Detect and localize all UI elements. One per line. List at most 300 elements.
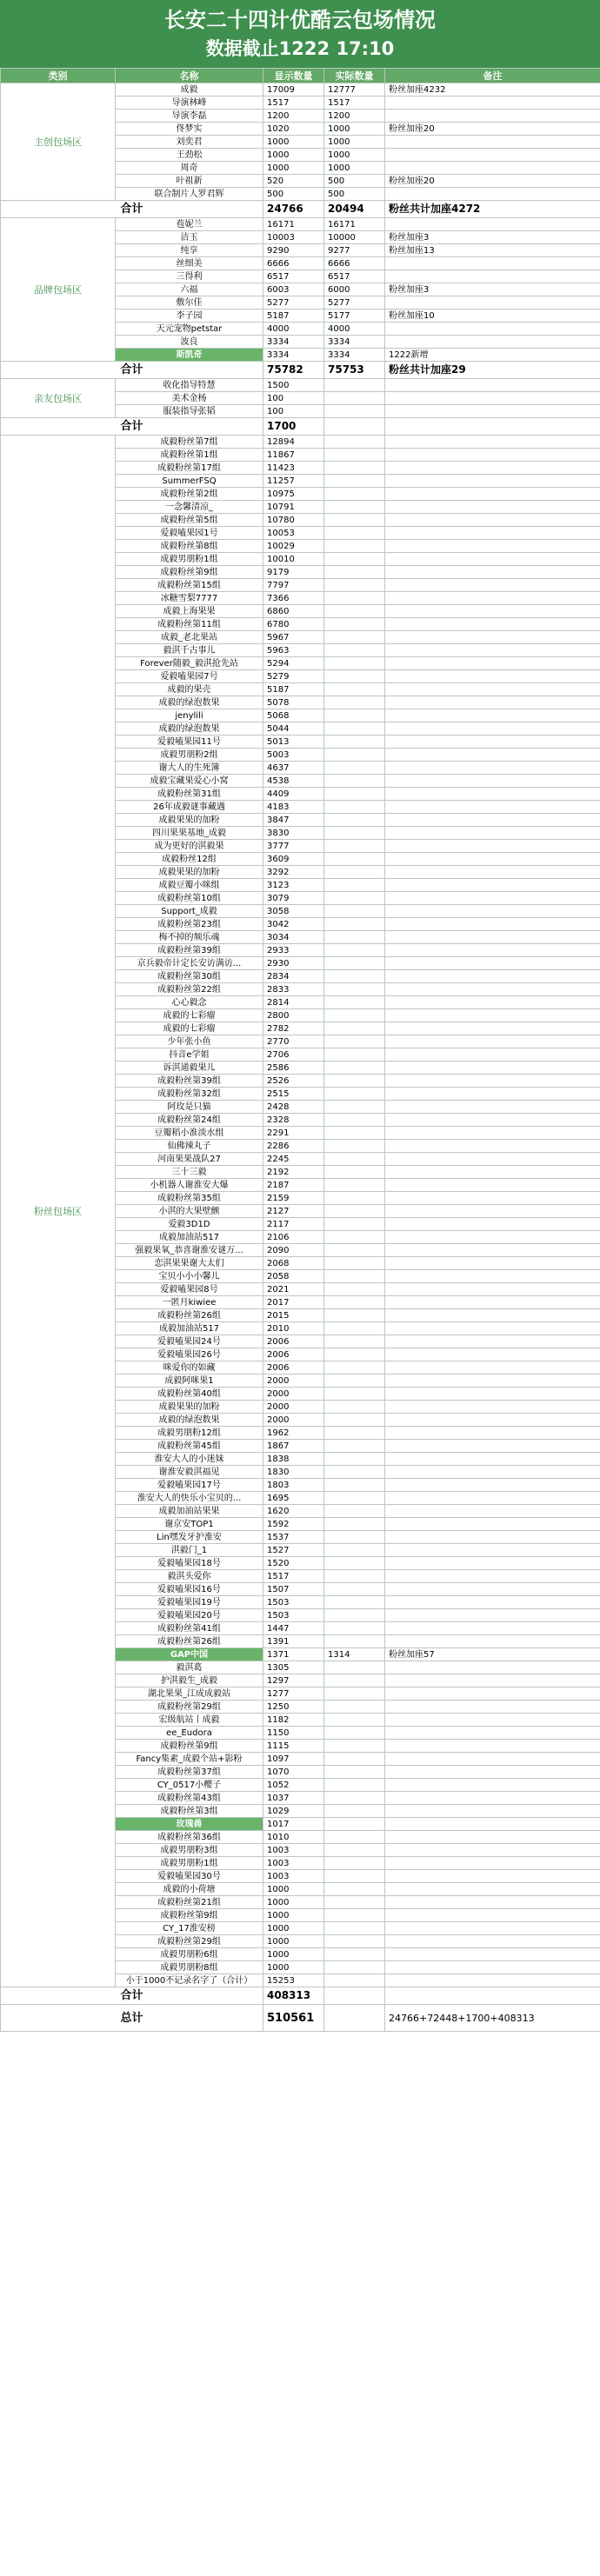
note-cell	[385, 1740, 600, 1753]
note-cell	[385, 631, 600, 644]
subtotal-note: 粉丝共计加座4272	[385, 201, 600, 218]
name-cell: Lin嘿发牙护淮安	[116, 1531, 263, 1544]
actual-count-cell	[324, 644, 385, 657]
shown-count-cell: 17009	[263, 83, 324, 97]
note-cell	[385, 1805, 600, 1818]
name-cell: 爱毅嗑果园16号	[116, 1583, 263, 1596]
shown-count-cell: 2291	[263, 1127, 324, 1140]
actual-count-cell	[324, 722, 385, 736]
note-cell	[385, 1244, 600, 1257]
note-cell	[385, 1661, 600, 1674]
actual-count-cell: 5277	[324, 296, 385, 310]
note-cell	[385, 957, 600, 970]
shown-count-cell: 2833	[263, 983, 324, 996]
actual-count-cell	[324, 566, 385, 579]
note-cell	[385, 136, 600, 149]
shown-count-cell: 2117	[263, 1218, 324, 1231]
shown-count-cell: 1830	[263, 1466, 324, 1479]
name-cell: 诉淇通毅果儿	[116, 1062, 263, 1075]
shown-count-cell: 2015	[263, 1309, 324, 1322]
name-cell: 豆瓣稻小淮淡水组	[116, 1127, 263, 1140]
shown-count-cell: 1250	[263, 1701, 324, 1714]
name-cell: 淮安大人的小迷妹	[116, 1453, 263, 1466]
name-cell: 成毅粉丝第32组	[116, 1088, 263, 1101]
note-cell	[385, 1401, 600, 1414]
name-cell: 成毅粉丝第36组	[116, 1831, 263, 1844]
shown-count-cell: 7797	[263, 579, 324, 592]
note-cell	[385, 392, 600, 405]
name-cell: 成毅粉丝第45组	[116, 1440, 263, 1453]
actual-count-cell	[324, 1635, 385, 1648]
actual-count-cell	[324, 1322, 385, 1335]
note-cell	[385, 1818, 600, 1831]
actual-count-cell	[324, 540, 385, 553]
actual-count-cell	[324, 918, 385, 931]
subtotal-actual	[324, 418, 385, 436]
note-cell	[385, 1166, 600, 1179]
note-cell	[385, 436, 600, 449]
shown-count-cell: 7366	[263, 592, 324, 605]
actual-count-cell	[324, 788, 385, 801]
shown-count-cell: 1000	[263, 1922, 324, 1935]
shown-count-cell: 10975	[263, 488, 324, 501]
name-cell: Fancy集素_成毅个站+影粉	[116, 1753, 263, 1766]
note-cell	[385, 788, 600, 801]
name-cell: 成毅粉丝第39组	[116, 944, 263, 957]
actual-count-cell	[324, 1270, 385, 1283]
note-cell	[385, 736, 600, 749]
actual-count-cell	[324, 1766, 385, 1779]
note-cell	[385, 1427, 600, 1440]
note-cell	[385, 775, 600, 788]
name-cell: 成毅加油站517	[116, 1231, 263, 1244]
actual-count-cell	[324, 1844, 385, 1857]
actual-count-cell	[324, 1805, 385, 1818]
actual-count-cell	[324, 1935, 385, 1948]
shown-count-cell: 1037	[263, 1792, 324, 1805]
actual-count-cell	[324, 696, 385, 709]
name-cell: 成毅的绿泡数果	[116, 696, 263, 709]
name-cell: 四川果果基地_成毅	[116, 827, 263, 840]
name-cell: SummerFSQ	[116, 475, 263, 488]
column-header-actual: 实际数量	[324, 69, 385, 83]
note-cell	[385, 814, 600, 827]
note-cell	[385, 1557, 600, 1570]
subtotal-shown: 75782	[263, 362, 324, 379]
actual-count-cell	[324, 983, 385, 996]
shown-count-cell: 1003	[263, 1844, 324, 1857]
shown-count-cell: 3292	[263, 866, 324, 879]
actual-count-cell	[324, 1479, 385, 1492]
shown-count-cell: 2006	[263, 1335, 324, 1348]
shown-count-cell: 1000	[263, 1948, 324, 1961]
name-cell: 成毅_老北果站	[116, 631, 263, 644]
note-cell	[385, 1388, 600, 1401]
shown-count-cell: 2000	[263, 1401, 324, 1414]
note-cell	[385, 1570, 600, 1583]
name-cell: 成毅粉丝第8组	[116, 540, 263, 553]
note-cell	[385, 918, 600, 931]
table-body	[1, 83, 600, 2032]
note-cell	[385, 1140, 600, 1153]
shown-count-cell: 1000	[263, 136, 324, 149]
name-cell: 斯凯奇	[116, 349, 263, 362]
name-cell: 成毅男朋粉1组	[116, 553, 263, 566]
name-cell: 成毅的绿泡数果	[116, 722, 263, 736]
name-cell: 成毅果果的加粉	[116, 814, 263, 827]
shown-count-cell: 6860	[263, 605, 324, 618]
note-cell	[385, 1062, 600, 1075]
name-cell: 成毅粉丝第26组	[116, 1309, 263, 1322]
name-cell: 成毅粉丝第9组	[116, 1909, 263, 1922]
note-cell	[385, 1870, 600, 1883]
shown-count-cell: 2000	[263, 1388, 324, 1401]
shown-count-cell: 1000	[263, 1961, 324, 1974]
note-cell	[385, 853, 600, 866]
name-cell: 成毅粉丝第26组	[116, 1635, 263, 1648]
name-cell: GAP中国	[116, 1648, 263, 1661]
shown-count-cell: 1962	[263, 1427, 324, 1440]
note-cell	[385, 879, 600, 892]
category-cell: 亲友包场区	[1, 379, 116, 418]
note-cell	[385, 1492, 600, 1505]
name-cell: 成毅粉丝第31组	[116, 788, 263, 801]
actual-count-cell	[324, 1035, 385, 1048]
actual-count-cell	[324, 1048, 385, 1062]
name-cell: 成毅阿咪果1	[116, 1375, 263, 1388]
name-cell: 谢淮安毅淇福见	[116, 1466, 263, 1479]
shown-count-cell: 2068	[263, 1257, 324, 1270]
shown-count-cell: 1695	[263, 1492, 324, 1505]
actual-count-cell	[324, 462, 385, 475]
name-cell: 少年张小鱼	[116, 1035, 263, 1048]
actual-count-cell: 1200	[324, 110, 385, 123]
shown-count-cell: 2782	[263, 1022, 324, 1035]
note-cell	[385, 1961, 600, 1974]
name-cell: 小机器人谢淮安大爆	[116, 1179, 263, 1192]
actual-count-cell	[324, 605, 385, 618]
shown-count-cell: 100	[263, 405, 324, 418]
note-cell	[385, 1375, 600, 1388]
note-cell	[385, 379, 600, 392]
note-cell	[385, 1792, 600, 1805]
name-cell: 成毅男朋粉8组	[116, 1961, 263, 1974]
actual-count-cell	[324, 931, 385, 944]
name-cell: 心心毅念	[116, 996, 263, 1009]
note-cell	[385, 1466, 600, 1479]
shown-count-cell: 5294	[263, 657, 324, 670]
name-cell: 小淇的大果壁颤	[116, 1205, 263, 1218]
note-cell	[385, 1622, 600, 1635]
name-cell: 护淇毅生_成毅	[116, 1674, 263, 1687]
note-cell	[385, 840, 600, 853]
table-row	[1, 379, 600, 392]
shown-count-cell: 1507	[263, 1583, 324, 1596]
note-cell	[385, 1922, 600, 1935]
column-header-row	[1, 69, 600, 83]
column-header-category: 类别	[1, 69, 116, 83]
actual-count-cell	[324, 1192, 385, 1205]
name-cell: 成毅粉丝第29组	[116, 1935, 263, 1948]
actual-count-cell	[324, 1961, 385, 1974]
shown-count-cell: 1447	[263, 1622, 324, 1635]
note-cell	[385, 1909, 600, 1922]
name-cell: 成毅宝藏果爱心小窝	[116, 775, 263, 788]
actual-count-cell	[324, 670, 385, 683]
actual-count-cell	[324, 392, 385, 405]
shown-count-cell: 4000	[263, 323, 324, 336]
name-cell: 成毅粉丝第9组	[116, 566, 263, 579]
name-cell: 成毅粉丝第39组	[116, 1075, 263, 1088]
actual-count-cell	[324, 1505, 385, 1518]
actual-count-cell: 6666	[324, 257, 385, 270]
actual-count-cell	[324, 814, 385, 827]
actual-count-cell	[324, 1909, 385, 1922]
note-cell	[385, 801, 600, 814]
actual-count-cell	[324, 1727, 385, 1740]
shown-count-cell: 1017	[263, 1818, 324, 1831]
actual-count-cell	[324, 1257, 385, 1270]
shown-count-cell: 2428	[263, 1101, 324, 1114]
actual-count-cell	[324, 1101, 385, 1114]
shown-count-cell: 2770	[263, 1035, 324, 1048]
note-cell: 粉丝加座20	[385, 123, 600, 136]
actual-count-cell	[324, 866, 385, 879]
shown-count-cell: 2090	[263, 1244, 324, 1257]
name-cell: 成毅加油站果果	[116, 1505, 263, 1518]
name-cell: 成毅粉丝第35组	[116, 1192, 263, 1205]
note-cell	[385, 931, 600, 944]
shown-count-cell: 2706	[263, 1048, 324, 1062]
name-cell: 三得利	[116, 270, 263, 283]
name-cell: 成毅粉丝第1组	[116, 449, 263, 462]
name-cell: 成毅粉丝第5组	[116, 514, 263, 527]
name-cell: 成毅粉丝第3组	[116, 1805, 263, 1818]
shown-count-cell: 1391	[263, 1635, 324, 1648]
shown-count-cell: 2526	[263, 1075, 324, 1088]
name-cell: 26年成毅谜事藏遇	[116, 801, 263, 814]
shown-count-cell: 11257	[263, 475, 324, 488]
subtotal-shown: 24766	[263, 201, 324, 218]
shown-count-cell: 1070	[263, 1766, 324, 1779]
shown-count-cell: 2000	[263, 1414, 324, 1427]
name-cell: 梅不掉的频乐魂	[116, 931, 263, 944]
note-cell	[385, 188, 600, 201]
name-cell: 刘奕君	[116, 136, 263, 149]
note-cell	[385, 566, 600, 579]
shown-count-cell: 1000	[263, 162, 324, 175]
name-cell: 冰糖雪梨7777	[116, 592, 263, 605]
note-cell	[385, 110, 600, 123]
name-cell: 王劲松	[116, 149, 263, 162]
actual-count-cell	[324, 618, 385, 631]
shown-count-cell: 1182	[263, 1714, 324, 1727]
shown-count-cell: 2286	[263, 1140, 324, 1153]
note-cell	[385, 683, 600, 696]
name-cell: 六福	[116, 283, 263, 296]
actual-count-cell	[324, 1583, 385, 1596]
shown-count-cell: 1520	[263, 1557, 324, 1570]
note-cell	[385, 696, 600, 709]
note-cell	[385, 905, 600, 918]
note-cell	[385, 827, 600, 840]
note-cell	[385, 670, 600, 683]
actual-count-cell: 4000	[324, 323, 385, 336]
name-cell: 成毅粉丝第40组	[116, 1388, 263, 1401]
note-cell	[385, 1414, 600, 1427]
shown-count-cell: 1010	[263, 1831, 324, 1844]
name-cell: 成毅的七彩瘤	[116, 1009, 263, 1022]
name-cell: 洁玉	[116, 231, 263, 244]
name-cell: 导演李磊	[116, 110, 263, 123]
subtotal-row	[1, 1987, 600, 2005]
name-cell: 成毅粉丝第23组	[116, 918, 263, 931]
actual-count-cell	[324, 1296, 385, 1309]
shown-count-cell: 1115	[263, 1740, 324, 1753]
note-cell	[385, 1048, 600, 1062]
note-cell	[385, 1583, 600, 1596]
shown-count-cell: 3034	[263, 931, 324, 944]
name-cell: 恋淇果果谢大太们	[116, 1257, 263, 1270]
actual-count-cell	[324, 683, 385, 696]
note-cell	[385, 644, 600, 657]
shown-count-cell: 3058	[263, 905, 324, 918]
actual-count-cell	[324, 1127, 385, 1140]
name-cell: 宝贝小小小馨儿	[116, 1270, 263, 1283]
actual-count-cell	[324, 1818, 385, 1831]
note-cell	[385, 866, 600, 879]
actual-count-cell	[324, 1883, 385, 1896]
shown-count-cell: 2933	[263, 944, 324, 957]
name-cell: 爱毅嗑果园30号	[116, 1870, 263, 1883]
name-cell: 阿玫是只猫	[116, 1101, 263, 1114]
actual-count-cell	[324, 1740, 385, 1753]
actual-count-cell	[324, 1244, 385, 1257]
name-cell: 成毅粉丝第11组	[116, 618, 263, 631]
shown-count-cell: 11423	[263, 462, 324, 475]
actual-count-cell: 6517	[324, 270, 385, 283]
note-cell	[385, 1531, 600, 1544]
name-cell: 强毅果氧_恭喜谢淮安谜万...	[116, 1244, 263, 1257]
note-cell	[385, 1257, 600, 1270]
shown-count-cell: 10791	[263, 501, 324, 514]
note-cell	[385, 1035, 600, 1048]
shown-count-cell: 5003	[263, 749, 324, 762]
shown-count-cell: 2187	[263, 1179, 324, 1192]
name-cell: 叶祖新	[116, 175, 263, 188]
shown-count-cell: 3334	[263, 336, 324, 349]
shown-count-cell: 1592	[263, 1518, 324, 1531]
column-header-shown: 显示数量	[263, 69, 324, 83]
subtotal-label: 合计	[1, 362, 263, 379]
actual-count-cell: 1314	[324, 1648, 385, 1661]
actual-count-cell	[324, 1557, 385, 1570]
actual-count-cell: 1000	[324, 162, 385, 175]
shown-count-cell: 3334	[263, 349, 324, 362]
shown-count-cell: 1838	[263, 1453, 324, 1466]
note-cell	[385, 1348, 600, 1361]
subtotal-note	[385, 1987, 600, 2005]
note-cell	[385, 1518, 600, 1531]
actual-count-cell	[324, 749, 385, 762]
name-cell: 李子园	[116, 310, 263, 323]
shown-count-cell: 6517	[263, 270, 324, 283]
actual-count-cell	[324, 1753, 385, 1766]
page-header	[0, 0, 600, 68]
name-cell: 波良	[116, 336, 263, 349]
note-cell	[385, 657, 600, 670]
note-cell: 粉丝加座3	[385, 231, 600, 244]
name-cell: 成毅粉丝第37组	[116, 1766, 263, 1779]
shown-count-cell: 1517	[263, 97, 324, 110]
name-cell: 成毅男朋粉6组	[116, 1948, 263, 1961]
note-cell	[385, 336, 600, 349]
actual-count-cell	[324, 801, 385, 814]
shown-count-cell: 2245	[263, 1153, 324, 1166]
shown-count-cell: 4409	[263, 788, 324, 801]
actual-count-cell	[324, 1283, 385, 1296]
note-cell	[385, 722, 600, 736]
name-cell: 爱毅嗑果园24号	[116, 1335, 263, 1348]
name-cell: 天元宠物petstar	[116, 323, 263, 336]
shown-count-cell: 10003	[263, 231, 324, 244]
actual-count-cell	[324, 775, 385, 788]
category-cell: 粉丝包场区	[1, 436, 116, 1987]
name-cell: 成毅粉丝第9组	[116, 1740, 263, 1753]
shown-count-cell: 11867	[263, 449, 324, 462]
note-cell	[385, 1453, 600, 1466]
subtotal-shown: 408313	[263, 1987, 324, 2005]
actual-count-cell: 1517	[324, 97, 385, 110]
shown-count-cell: 1000	[263, 1909, 324, 1922]
shown-count-cell: 2006	[263, 1348, 324, 1361]
note-cell	[385, 1088, 600, 1101]
actual-count-cell: 1000	[324, 136, 385, 149]
note-cell	[385, 1009, 600, 1022]
note-cell	[385, 1844, 600, 1857]
actual-count-cell	[324, 840, 385, 853]
name-cell: 爱毅嗑果园19号	[116, 1596, 263, 1609]
actual-count-cell	[324, 1335, 385, 1348]
actual-count-cell	[324, 1492, 385, 1505]
actual-count-cell	[324, 1440, 385, 1453]
note-cell	[385, 514, 600, 527]
note-cell	[385, 1127, 600, 1140]
name-cell: 爱毅3D1D	[116, 1218, 263, 1231]
name-cell: 京兵毅帝计定长安访满访...	[116, 957, 263, 970]
actual-count-cell	[324, 1544, 385, 1557]
actual-count-cell: 500	[324, 175, 385, 188]
subtotal-actual: 75753	[324, 362, 385, 379]
actual-count-cell	[324, 488, 385, 501]
page-subtitle: 数据截止1222 17:10	[205, 38, 395, 59]
actual-count-cell	[324, 527, 385, 540]
note-cell	[385, 540, 600, 553]
shown-count-cell: 2006	[263, 1361, 324, 1375]
note-cell	[385, 1883, 600, 1896]
name-cell: 敷尔佳	[116, 296, 263, 310]
actual-count-cell	[324, 996, 385, 1009]
shown-count-cell: 5187	[263, 310, 324, 323]
note-cell	[385, 462, 600, 475]
name-cell: 成毅粉丝第21组	[116, 1896, 263, 1909]
name-cell: 谢京安TOP1	[116, 1518, 263, 1531]
note-cell	[385, 1596, 600, 1609]
actual-count-cell: 9277	[324, 244, 385, 257]
name-cell: 成毅男朋粉3组	[116, 1844, 263, 1857]
shown-count-cell: 2106	[263, 1231, 324, 1244]
actual-count-cell	[324, 762, 385, 775]
